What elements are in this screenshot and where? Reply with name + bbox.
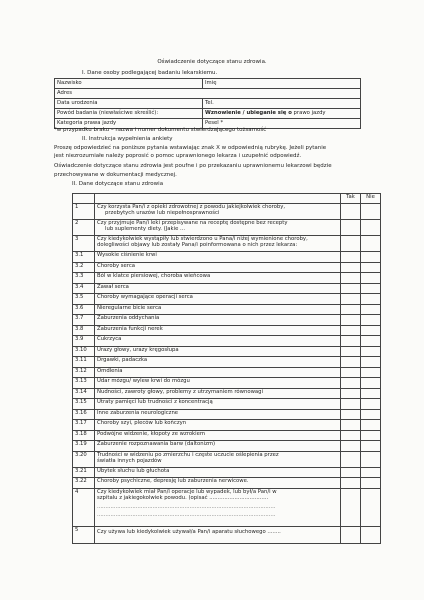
question-number: 3.2 bbox=[73, 262, 95, 273]
table-row bbox=[55, 99, 361, 109]
yes-checkbox-cell[interactable] bbox=[341, 304, 361, 315]
question-line: Czy kiedykolwiek wystąpiły lub stwierdzono u Pana/i niżej wymienione choroby, bbox=[97, 236, 308, 242]
question-number: 3.13 bbox=[73, 378, 95, 389]
table-row bbox=[55, 79, 361, 89]
question-row bbox=[73, 262, 381, 273]
question-row bbox=[73, 526, 381, 543]
question-number: 3.16 bbox=[73, 409, 95, 420]
question-line: dolegliwości objawy lub zostały Pana/i poinformowana o nich przez lekarza: bbox=[97, 242, 298, 249]
instruction-line: Proszę odpowiedzieć na poniższe pytania wstawiając znak X w odpowiednią rubrykę. Jeżeli pytanie bbox=[54, 145, 327, 151]
yes-checkbox-cell[interactable] bbox=[341, 430, 361, 441]
yes-checkbox-cell[interactable] bbox=[341, 357, 361, 368]
question-text: Czy używa lub kiedykolwiek używał/a Pan/i aparatu słuchowego ........ bbox=[95, 526, 341, 543]
question-text: Podwójne widzenie, kłopoty ze wzrokiem bbox=[95, 430, 341, 441]
instruction-line: przechowywane w dokumentacji medycznej. bbox=[54, 172, 177, 178]
address-label: Adres bbox=[55, 89, 361, 99]
question-line: szpitalu z jakiegokolwiek powodu. (opisać ................................... bbox=[97, 494, 269, 501]
table-row bbox=[55, 109, 361, 119]
question-number: 3.20 bbox=[73, 451, 95, 467]
question-row bbox=[73, 378, 381, 389]
question-text: Ubytek słuchu lub głuchota bbox=[95, 467, 341, 478]
document-title: Oświadczenie dotyczące stanu zdrowia. bbox=[157, 59, 267, 65]
instruction-line: jest niezrozumiałe należy poprosić o pomoc uprawnionego lekarza i uzupełnić odpowiedź. bbox=[54, 153, 302, 159]
question-text bbox=[95, 451, 341, 467]
table-header-row bbox=[73, 194, 381, 204]
yes-checkbox-cell[interactable] bbox=[341, 378, 361, 389]
question-number: 3.11 bbox=[73, 357, 95, 368]
question-line: Czy korzysta Pan/i z opieki zdrowotnej z powodu jakiejkolwiek choroby, bbox=[97, 204, 286, 210]
question-row bbox=[73, 294, 381, 305]
question-number: 5 bbox=[73, 526, 95, 543]
exam-reason-label: Powód badania (niewłaściwe skreślić): bbox=[55, 109, 203, 119]
question-text: Wysokie ciśnienie krwi bbox=[95, 252, 341, 263]
question-number: 1 bbox=[73, 204, 95, 220]
no-checkbox-cell[interactable] bbox=[361, 409, 381, 420]
question-row bbox=[73, 273, 381, 284]
question-text: Cukrzyca bbox=[95, 336, 341, 347]
question-text: Zaburzenia funkcji nerek bbox=[95, 325, 341, 336]
section2-heading: II. Instrukcja wypełnienia ankiety bbox=[82, 136, 173, 142]
question-row bbox=[73, 451, 381, 467]
yes-checkbox-cell[interactable] bbox=[341, 399, 361, 410]
question-row bbox=[73, 467, 381, 478]
no-checkbox-cell[interactable] bbox=[361, 273, 381, 284]
no-checkbox-cell[interactable] bbox=[361, 399, 381, 410]
question-row bbox=[73, 304, 381, 315]
question-number: 3.12 bbox=[73, 367, 95, 378]
no-checkbox-cell[interactable] bbox=[361, 488, 381, 526]
yes-checkbox-cell[interactable] bbox=[341, 367, 361, 378]
yes-checkbox-cell[interactable] bbox=[341, 346, 361, 357]
question-number: 3.17 bbox=[73, 420, 95, 431]
question-row bbox=[73, 420, 381, 431]
question-text: Zawał serca bbox=[95, 283, 341, 294]
question-text: Urazy głowy, urazy kręgosłupa bbox=[95, 346, 341, 357]
yes-checkbox-cell[interactable] bbox=[341, 294, 361, 305]
question-line: światła innych pojazdów bbox=[97, 457, 162, 464]
question-number: 3.3 bbox=[73, 273, 95, 284]
question-row bbox=[73, 336, 381, 347]
question-number: 2 bbox=[73, 220, 95, 236]
question-number: 3.9 bbox=[73, 336, 95, 347]
no-checkbox-cell[interactable] bbox=[361, 420, 381, 431]
question-text: Udar mózgu/ wylew krwi do mózgu bbox=[95, 378, 341, 389]
surname-label: Nazwisko bbox=[55, 79, 203, 89]
question-number: 3.1 bbox=[73, 252, 95, 263]
question-text: Drgawki, padaczka bbox=[95, 357, 341, 368]
question-text: Choroby serca bbox=[95, 262, 341, 273]
yes-checkbox-cell[interactable] bbox=[341, 336, 361, 347]
question-row bbox=[73, 478, 381, 489]
question-text bbox=[95, 220, 341, 236]
question-number: 3.8 bbox=[73, 325, 95, 336]
question-row bbox=[73, 488, 381, 526]
no-checkbox-cell[interactable] bbox=[361, 220, 381, 236]
yes-checkbox-cell[interactable] bbox=[341, 441, 361, 452]
answer-dotted-line[interactable]: .......................................................................................................... bbox=[97, 504, 276, 511]
yes-checkbox-cell[interactable] bbox=[341, 220, 361, 236]
question-row bbox=[73, 315, 381, 326]
no-checkbox-cell[interactable] bbox=[361, 283, 381, 294]
section3-heading: II. Dane dotyczące stanu zdrowia bbox=[72, 181, 164, 187]
no-checkbox-cell[interactable] bbox=[361, 357, 381, 368]
table-row bbox=[55, 89, 361, 99]
question-text: Omdlenia bbox=[95, 367, 341, 378]
yes-checkbox-cell[interactable] bbox=[341, 315, 361, 326]
yes-checkbox-cell[interactable] bbox=[341, 488, 361, 526]
no-checkbox-cell[interactable] bbox=[361, 252, 381, 263]
question-row bbox=[73, 220, 381, 236]
yes-checkbox-cell[interactable] bbox=[341, 204, 361, 220]
yes-checkbox-cell[interactable] bbox=[341, 325, 361, 336]
no-checkbox-cell[interactable] bbox=[361, 367, 381, 378]
pesel-label: Pesel * bbox=[203, 119, 361, 129]
question-number: 3.21 bbox=[73, 467, 95, 478]
question-row bbox=[73, 325, 381, 336]
no-checkbox-cell[interactable] bbox=[361, 430, 381, 441]
question-text: Inne zaburzenia neurologiczne bbox=[95, 409, 341, 420]
answer-dotted-line[interactable]: .......................................................................................................... bbox=[97, 512, 276, 519]
question-text: Nieregularne bicie serca bbox=[95, 304, 341, 315]
license-category-label: Kategoria prawa jazdy bbox=[55, 119, 203, 129]
personal-data-table bbox=[54, 78, 361, 129]
question-text: Ból w klatce piersiowej, choroba wieńcowa bbox=[95, 273, 341, 284]
question-text bbox=[95, 204, 341, 220]
question-text: Nudności, zawroty głowy, problemy z utrzymaniem równowagi bbox=[95, 388, 341, 399]
no-checkbox-cell[interactable] bbox=[361, 236, 381, 252]
question-line: Czy przyjmuje Pan/i leki przepisywane na receptę dostępne bez recepty bbox=[97, 220, 288, 226]
question-row bbox=[73, 399, 381, 410]
question-number: 3.15 bbox=[73, 399, 95, 410]
question-number: 3.18 bbox=[73, 430, 95, 441]
question-row bbox=[73, 204, 381, 220]
no-checkbox-cell[interactable] bbox=[361, 388, 381, 399]
question-row bbox=[73, 441, 381, 452]
question-text: Zaburzenie rozpoznawania barw (daltonizm) bbox=[95, 441, 341, 452]
question-row bbox=[73, 430, 381, 441]
no-checkbox-cell[interactable] bbox=[361, 378, 381, 389]
no-checkbox-cell[interactable] bbox=[361, 451, 381, 467]
no-checkbox-cell[interactable] bbox=[361, 262, 381, 273]
no-checkbox-cell[interactable] bbox=[361, 325, 381, 336]
no-checkbox-cell[interactable] bbox=[361, 336, 381, 347]
yes-checkbox-cell[interactable] bbox=[341, 262, 361, 273]
yes-checkbox-cell[interactable] bbox=[341, 420, 361, 431]
yes-checkbox-cell[interactable] bbox=[341, 236, 361, 252]
question-number: 3.10 bbox=[73, 346, 95, 357]
question-number: 3.19 bbox=[73, 441, 95, 452]
question-line: Czy kiedykolwiek miał Pan/i operacje lub wypadek, lub był/a Pan/i w bbox=[97, 488, 277, 495]
question-row bbox=[73, 409, 381, 420]
no-checkbox-cell[interactable] bbox=[361, 441, 381, 452]
question-text bbox=[95, 236, 341, 252]
yes-checkbox-cell[interactable] bbox=[341, 526, 361, 543]
health-questionnaire-table bbox=[72, 193, 381, 544]
footnote: *w przypadku braku – nazwa i numer dokumentu stwierdzającego tożsamość bbox=[54, 127, 267, 133]
phone-label: Tel. bbox=[203, 99, 361, 109]
yes-checkbox-cell[interactable] bbox=[341, 273, 361, 284]
question-number: 3.5 bbox=[73, 294, 95, 305]
first-name-label: Imię bbox=[203, 79, 361, 89]
no-checkbox-cell[interactable] bbox=[361, 315, 381, 326]
no-checkbox-cell[interactable] bbox=[361, 526, 381, 543]
yes-checkbox-cell[interactable] bbox=[341, 467, 361, 478]
question-number: 3.22 bbox=[73, 478, 95, 489]
question-text: Choroby psychiczne, depresję lub zaburzenia nerwicowe. bbox=[95, 478, 341, 489]
exam-reason-value bbox=[203, 109, 361, 119]
yes-column-header: Tak bbox=[341, 194, 361, 204]
question-line: lub suplementy diety. (Jakie ... bbox=[105, 226, 186, 233]
yes-checkbox-cell[interactable] bbox=[341, 283, 361, 294]
section1-heading: I. Dane osoby podlegającej badaniu lekarskiemu. bbox=[82, 70, 218, 76]
question-row bbox=[73, 252, 381, 263]
yes-checkbox-cell[interactable] bbox=[341, 252, 361, 263]
no-checkbox-cell[interactable] bbox=[361, 294, 381, 305]
question-line: przebytych urazów lub niepełnosprawności bbox=[105, 210, 220, 217]
question-row bbox=[73, 236, 381, 252]
question-row bbox=[73, 388, 381, 399]
question-number: 3.7 bbox=[73, 315, 95, 326]
yes-checkbox-cell[interactable] bbox=[341, 409, 361, 420]
question-text: Choroby szyi, pleców lub kończyn bbox=[95, 420, 341, 431]
question-row bbox=[73, 346, 381, 357]
question-row bbox=[73, 367, 381, 378]
no-checkbox-cell[interactable] bbox=[361, 467, 381, 478]
question-number: 3 bbox=[73, 236, 95, 252]
question-number: 3.4 bbox=[73, 283, 95, 294]
question-text bbox=[95, 488, 341, 526]
no-checkbox-cell[interactable] bbox=[361, 304, 381, 315]
question-line: Trudności w widzeniu po zmierzchu i częste uczucie oślepienia przez bbox=[97, 451, 279, 458]
question-number: 4 bbox=[73, 488, 95, 526]
no-column-header: Nie bbox=[361, 194, 381, 204]
no-checkbox-cell[interactable] bbox=[361, 204, 381, 220]
question-number: 3.6 bbox=[73, 304, 95, 315]
question-text: Zaburzenia oddychania bbox=[95, 315, 341, 326]
exam-reason-suffix: prawo jazdy bbox=[291, 110, 326, 116]
question-row bbox=[73, 283, 381, 294]
question-row bbox=[73, 357, 381, 368]
question-text: Utraty pamięci lub trudności z koncentracją bbox=[95, 399, 341, 410]
yes-checkbox-cell[interactable] bbox=[341, 388, 361, 399]
exam-reason-bold: Wznowienie / ubieganie się o bbox=[205, 110, 292, 116]
no-checkbox-cell[interactable] bbox=[361, 346, 381, 357]
yes-checkbox-cell[interactable] bbox=[341, 451, 361, 467]
question-text: Choroby wymagające operacji serca bbox=[95, 294, 341, 305]
question-number: 3.14 bbox=[73, 388, 95, 399]
no-checkbox-cell[interactable] bbox=[361, 478, 381, 489]
yes-checkbox-cell[interactable] bbox=[341, 478, 361, 489]
birth-date-label: Data urodzenia bbox=[55, 99, 203, 109]
instruction-line: Oświadczenie dotyczące stanu zdrowia jest poufne i po przekazaniu uprawnionemu lekarzowi będzie bbox=[54, 163, 332, 169]
